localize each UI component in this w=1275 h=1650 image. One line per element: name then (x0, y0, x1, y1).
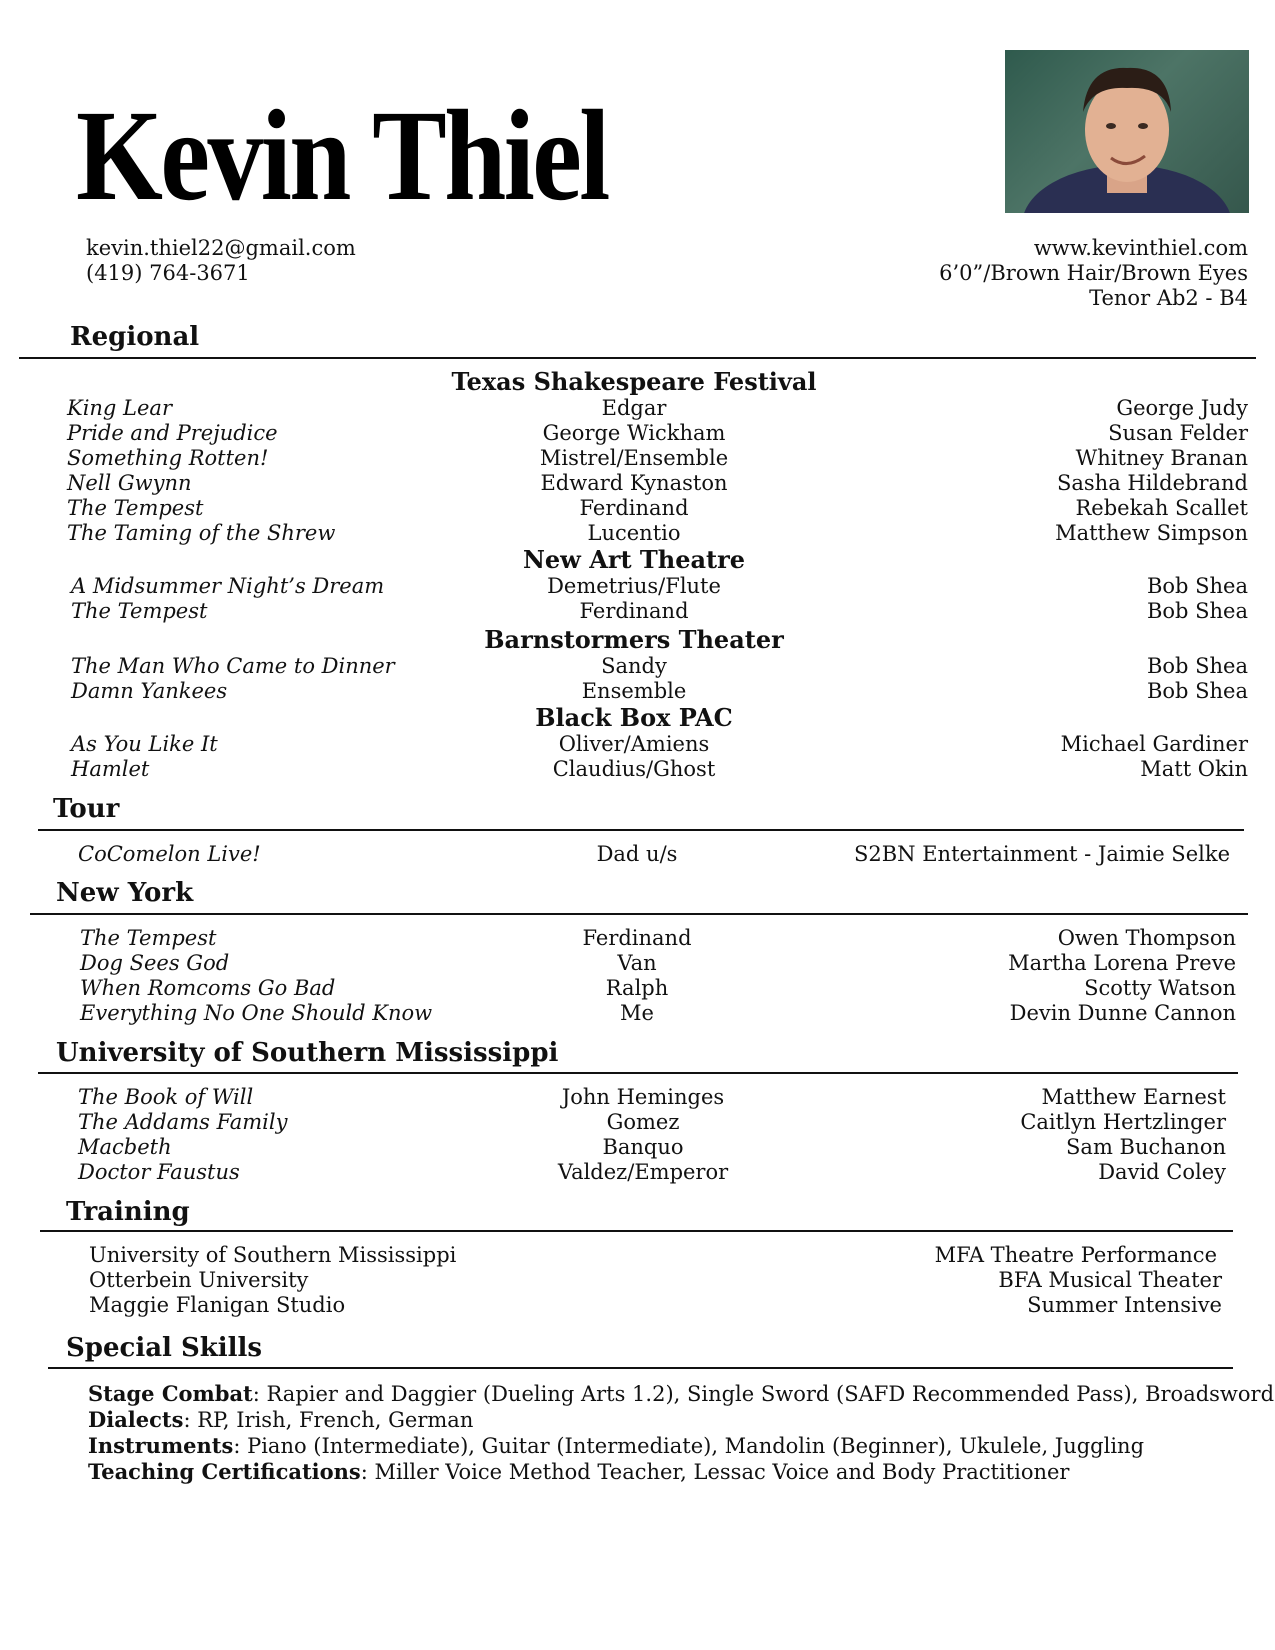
training-school: Otterbein University (89, 1268, 309, 1292)
credit-role: Sandy (601, 654, 667, 678)
divider-tour (38, 829, 1244, 831)
training-program: MFA Theatre Performance (934, 1243, 1217, 1267)
credit-role: Mistrel/Ensemble (539, 446, 729, 470)
skill-stage-combat: Stage Combat: Rapier and Daggier (Dueling Arts 1.2), Single Sword (SAFD Recommended Pass), Broadsword (88, 1381, 1275, 1406)
credit-director: David Coley (1098, 1160, 1226, 1184)
credit-title: The Tempest (67, 496, 204, 520)
credit-role: Ensemble (581, 679, 687, 703)
credit-role: George Wickham (542, 421, 726, 445)
credit-director: Matthew Simpson (1055, 521, 1248, 545)
credit-title: Doctor Faustus (78, 1160, 240, 1184)
credit-director: Sasha Hildebrand (1057, 471, 1248, 495)
credit-role: Ralph (605, 976, 669, 1000)
credit-role: Me (620, 1001, 654, 1025)
skill-instruments: Instruments: Piano (Intermediate), Guitar (Intermediate), Mandolin (Beginner), Ukulele, Juggling (88, 1433, 1145, 1458)
section-heading-special-skills: Special Skills (66, 1333, 263, 1363)
credit-title: Dog Sees God (80, 951, 230, 975)
tour-role: Dad u/s (596, 842, 678, 866)
venue-heading: Texas Shakespeare Festival (451, 367, 817, 396)
credit-director: Martha Lorena Preve (1008, 951, 1236, 975)
skill-dialects: Dialects: RP, Irish, French, German (88, 1407, 474, 1432)
divider-training (40, 1230, 1233, 1232)
skills-list (88, 1381, 1274, 1485)
phone-number: (419) 764-3671 (86, 261, 250, 285)
physical-stats: 6’0”/Brown Hair/Brown Eyes (939, 261, 1248, 285)
email-link[interactable]: kevin.thiel22@gmail.com (86, 236, 356, 260)
credit-title: When Romcoms Go Bad (80, 976, 336, 1000)
credit-director: Owen Thompson (1057, 926, 1236, 950)
credit-title: King Lear (67, 396, 172, 420)
venue-heading: Barnstormers Theater (484, 625, 784, 654)
credit-title: The Tempest (71, 599, 208, 623)
credit-title: The Taming of the Shrew (67, 521, 336, 545)
credit-director: Bob Shea (1146, 599, 1248, 623)
credit-director: Scotty Watson (1084, 976, 1236, 1000)
credit-role: Van (617, 951, 657, 975)
credit-title: Nell Gwynn (67, 471, 192, 495)
credit-role: Edgar (601, 396, 667, 420)
credit-role: Valdez/Emperor (557, 1160, 729, 1184)
training-school: University of Southern Mississippi (89, 1243, 457, 1267)
credit-director: Matthew Earnest (1041, 1085, 1226, 1109)
venue-heading: Black Box PAC (535, 703, 733, 732)
credit-director: Matt Okin (1140, 757, 1248, 781)
section-heading-tour: Tour (53, 794, 120, 824)
training-program: BFA Musical Theater (998, 1268, 1222, 1292)
credit-role: Banquo (602, 1135, 684, 1159)
voice-range: Tenor Ab2 - B4 (1089, 286, 1248, 310)
credit-director: Bob Shea (1146, 654, 1248, 678)
credit-title: Everything No One Should Know (80, 1001, 433, 1025)
credit-role: Lucentio (587, 521, 681, 545)
credit-title: The Book of Will (78, 1085, 254, 1109)
credit-role: Ferdinand (579, 496, 689, 520)
training-school: Maggie Flanigan Studio (89, 1293, 346, 1317)
credit-title: Hamlet (71, 757, 150, 781)
performer-name: Kevin Thiel (76, 84, 608, 228)
section-heading-usm: University of Southern Mississippi (56, 1038, 559, 1068)
credit-director: Sam Buchanon (1066, 1135, 1226, 1159)
section-heading-training: Training (66, 1197, 190, 1227)
credit-role: Edward Kynaston (540, 471, 728, 495)
section-heading-new-york: New York (56, 878, 194, 908)
credit-director: Bob Shea (1146, 574, 1248, 598)
credit-director: Susan Felder (1108, 421, 1248, 445)
credit-director: Rebekah Scallet (1075, 496, 1248, 520)
credit-role: Claudius/Ghost (552, 757, 716, 781)
credit-director: Bob Shea (1146, 679, 1248, 703)
credit-title: The Tempest (80, 926, 217, 950)
credit-director: Devin Dunne Cannon (1009, 1001, 1236, 1025)
section-heading-regional: Regional (70, 322, 200, 352)
website-link[interactable]: www.kevinthiel.com (1033, 236, 1248, 260)
credit-director: Caitlyn Hertzlinger (1020, 1110, 1226, 1134)
regional-credits (0, 0, 1275, 800)
credit-role: Oliver/Amiens (558, 732, 710, 756)
tour-director: S2BN Entertainment - Jaimie Selke (853, 842, 1230, 866)
credit-title: As You Like It (71, 732, 218, 756)
venue-heading: New Art Theatre (522, 545, 746, 574)
credit-role: Ferdinand (582, 926, 692, 950)
credit-title: Macbeth (78, 1135, 172, 1159)
credit-role: John Heminges (561, 1085, 725, 1109)
credit-role: Demetrius/Flute (547, 574, 721, 598)
tour-title: CoComelon Live! (78, 842, 261, 866)
credit-role: Ferdinand (579, 599, 689, 623)
credit-title: Damn Yankees (71, 679, 228, 703)
credit-title: The Addams Family (78, 1110, 288, 1134)
credit-director: George Judy (1116, 396, 1248, 420)
credit-director: Michael Gardiner (1060, 732, 1248, 756)
credit-title: A Midsummer Night’s Dream (71, 574, 385, 598)
training-program: Summer Intensive (1027, 1293, 1222, 1317)
divider-new-york (30, 913, 1248, 915)
credit-role: Gomez (606, 1110, 680, 1134)
credit-title: Pride and Prejudice (67, 421, 278, 445)
credit-director: Whitney Branan (1075, 446, 1248, 470)
credit-title: Something Rotten! (67, 446, 269, 470)
divider-usm (38, 1072, 1238, 1074)
divider-special-skills (48, 1367, 1233, 1369)
credit-title: The Man Who Came to Dinner (71, 654, 395, 678)
skill-teaching-certifications: Teaching Certifications: Miller Voice Method Teacher, Lessac Voice and Body Practitioner (88, 1459, 1070, 1484)
